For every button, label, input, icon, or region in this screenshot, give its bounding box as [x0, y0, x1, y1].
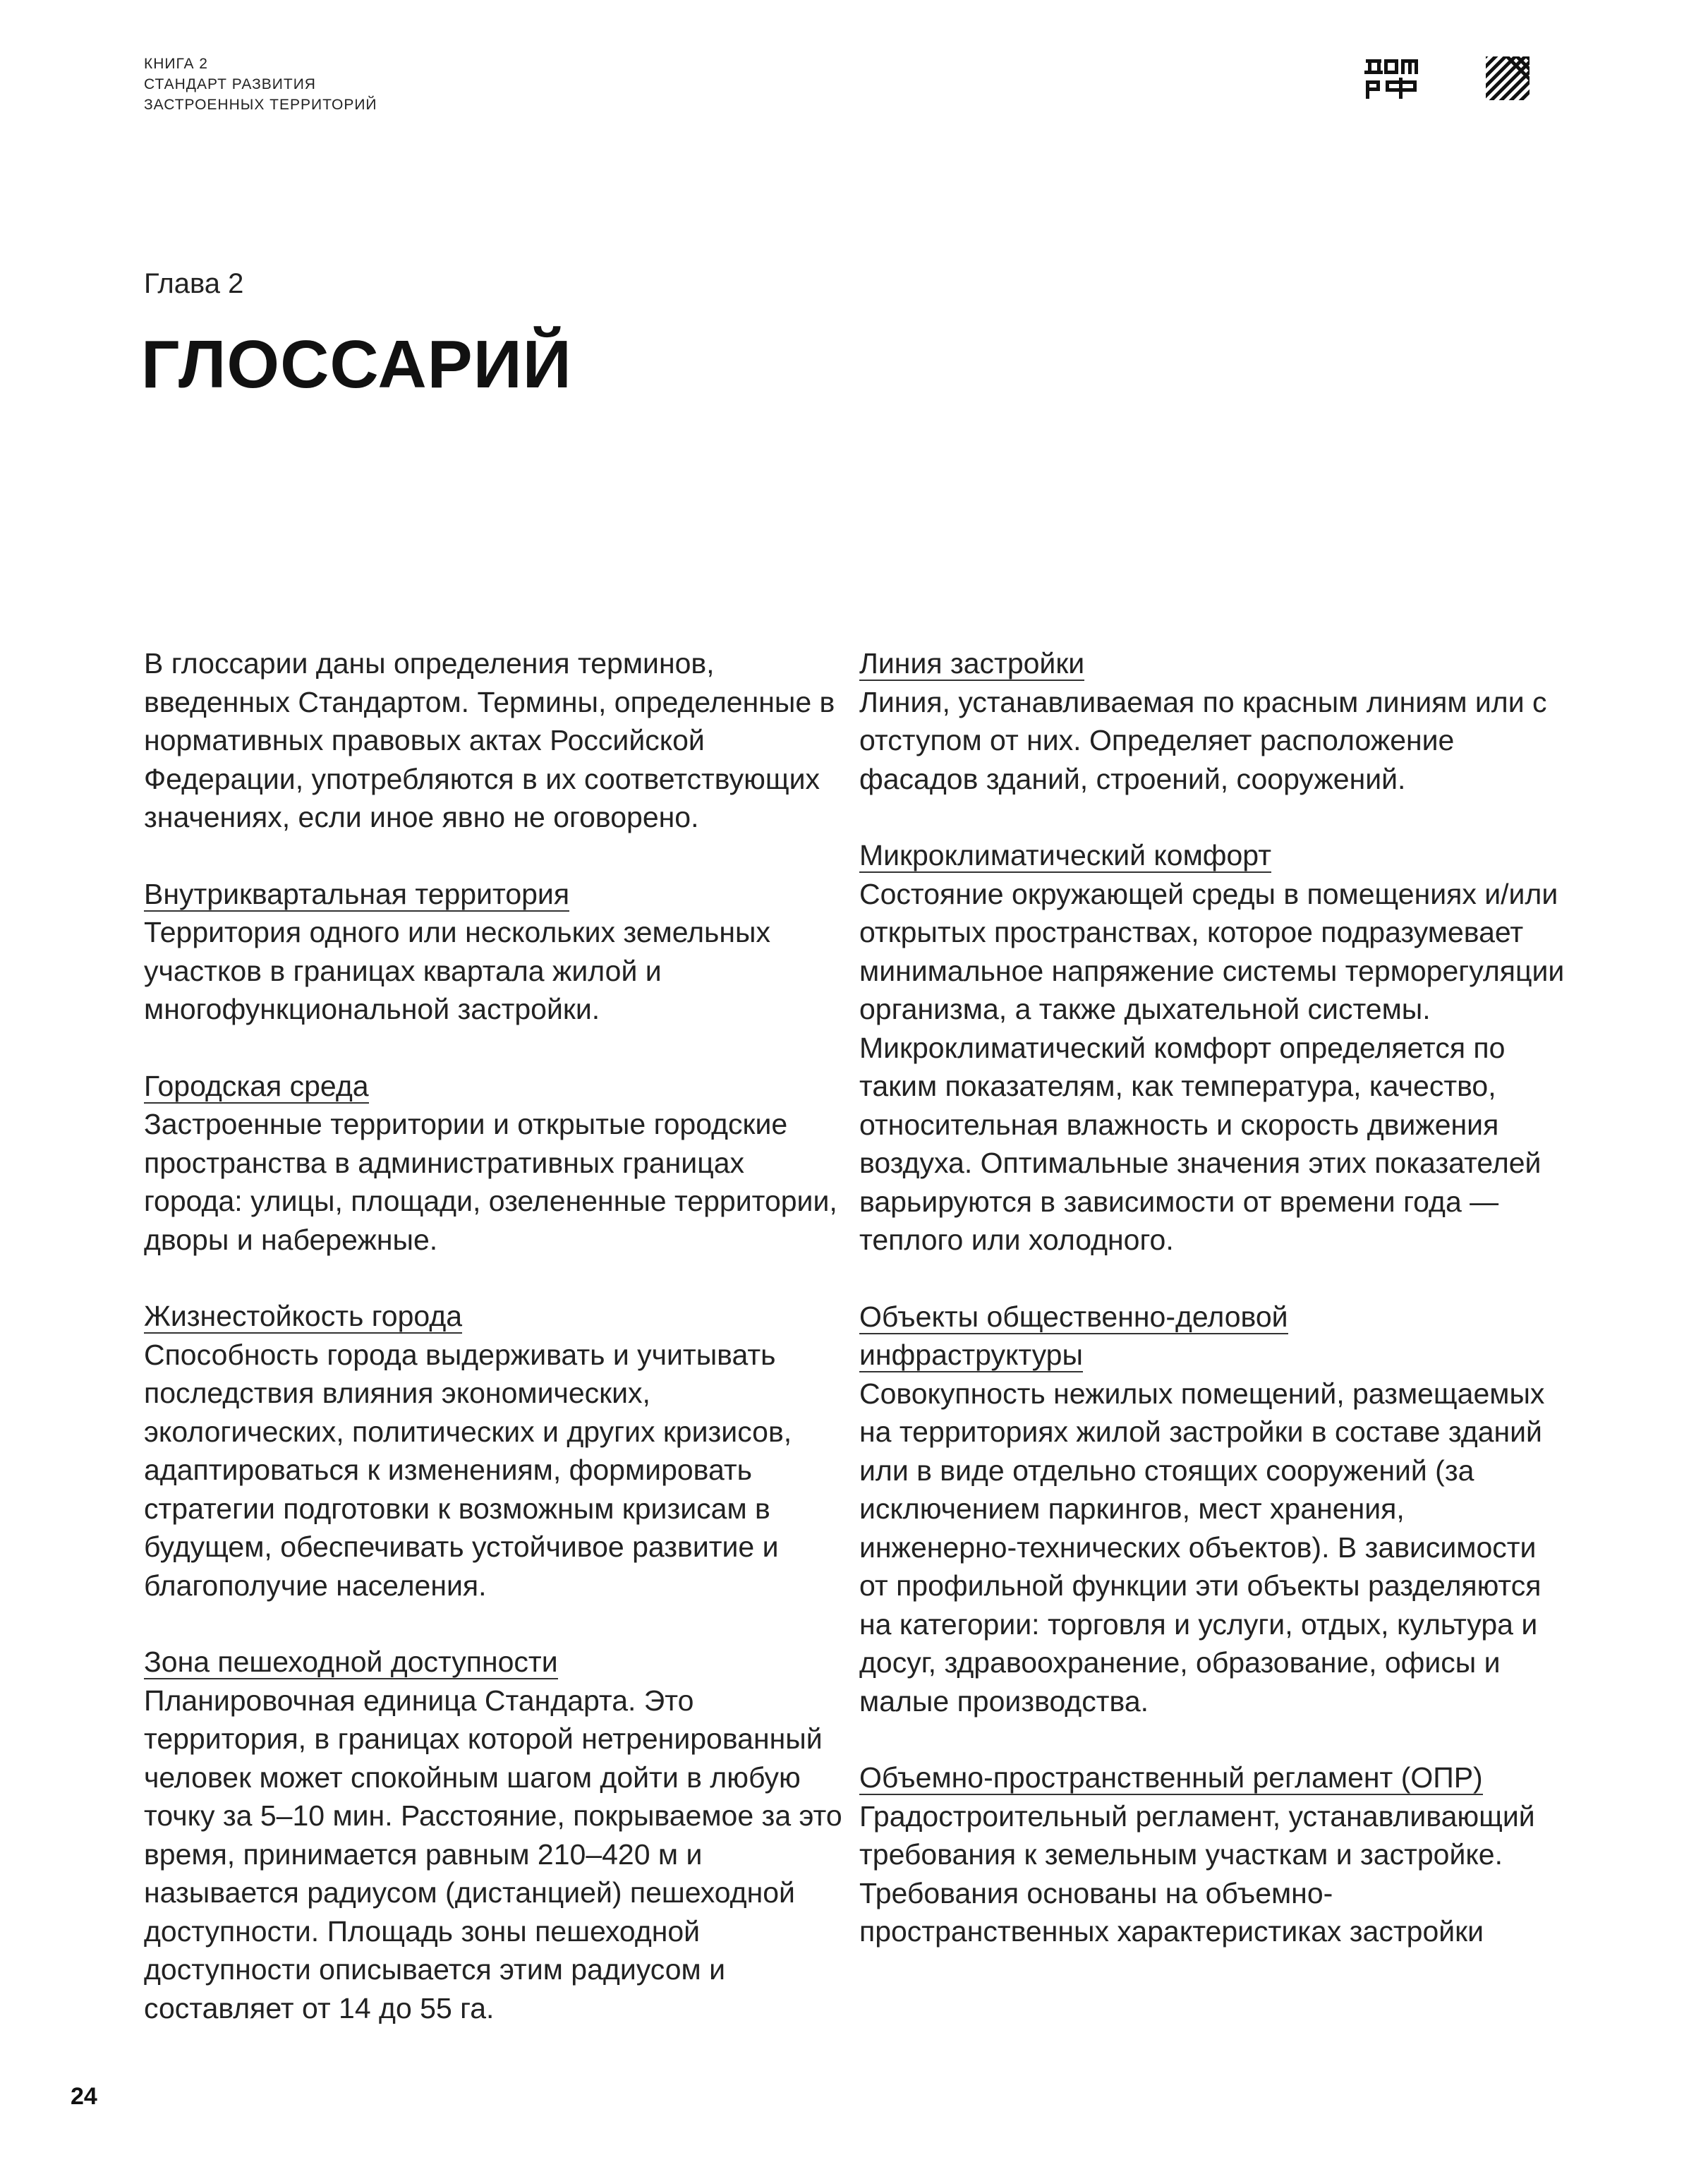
- glossary-term: Линия застройки: [859, 647, 1085, 680]
- glossary-term: Внутриквартальная территория: [144, 877, 570, 910]
- glossary-entry: [859, 836, 1565, 1260]
- left-column: [144, 644, 849, 2027]
- glossary-definition: Градостроительный регламент, устанавливающий требования к земельным участкам и застройке. Требования основаны на объемно-пространственных характеристиках застройки: [859, 1799, 1535, 1948]
- glossary-definition: Планировочная единица Стандарта. Это территория, в границах которой нетренированный человек может спокойным шагом дойти в любую точку за 5–10 мин. Расстояние, покрываемое за это время, принимается равным 210–420 м и называется радиусом (дистанцией) пешеходной доступности. Площадь зоны пешеходной доступности описывается этим радиусом и составляет от 14 до 55 га.: [144, 1684, 842, 2024]
- chapter-label: Глава 2: [144, 268, 244, 299]
- header-line-1: КНИГА 2: [144, 56, 208, 72]
- intro-paragraph: В глоссарии даны определения терминов, введенных Стандартом. Термины, определенные в нормативных правовых актах Российской Федерации, употребляются в их соответствующих значениях, если иное явно не оговорено.: [144, 647, 835, 833]
- glossary-term: Микроклиматический комфорт: [859, 839, 1271, 871]
- glossary-term: Объемно-пространственный регламент (ОПР): [859, 1761, 1483, 1794]
- page-title: ГЛОССАРИЙ: [141, 327, 572, 402]
- header-line-2: СТАНДАРТ РАЗВИТИЯ: [144, 76, 316, 92]
- glossary-term: инфраструктуры: [859, 1339, 1083, 1371]
- book-header: [144, 54, 377, 115]
- glossary-entry: [859, 1298, 1565, 1721]
- glossary-entry: [144, 1067, 849, 1260]
- glossary-entry: [859, 644, 1565, 798]
- glossary-entry: [144, 1297, 849, 1605]
- glossary-term: Жизнестойкость города: [144, 1300, 463, 1332]
- dom-rf-logo: [1364, 56, 1419, 100]
- glossary-term-line-1: [859, 1298, 1565, 1336]
- glossary-entry: [144, 875, 849, 1029]
- page-number: 24: [71, 2083, 97, 2110]
- glossary-definition: Совокупность нежилых помещений, размещаемых на территориях жилой застройки в составе зданий или в виде отдельно стоящих сооружений (за исключением паркингов, мест хранения, инженерно-технических объектов). В зависимости от профильной функции эти объекты разделяются на категории: торговля и услуги, отдых, культура и досуг, здравоохранение, образование, офисы и малые производства.: [859, 1377, 1545, 1718]
- glossary-definition: Способность города выдерживать и учитывать последствия влияния экономических, экологических, политических и других кризисов, адаптироваться к изменениям, формировать стратегии подготовки к возможным кризисам в будущем, обеспечивать устойчивое развитие и благополучие населения.: [144, 1338, 792, 1602]
- glossary-term: Зона пешеходной доступности: [144, 1646, 558, 1678]
- right-column: [859, 644, 1565, 1951]
- glossary-entry: [144, 1643, 849, 2027]
- glossary-term-line-2: [859, 1336, 1565, 1375]
- glossary-term: Объекты общественно-деловой: [859, 1300, 1288, 1333]
- glossary-definition: Застроенные территории и открытые городские пространства в административных границах города: улицы, площади, озелененные территории, дворы и набережные.: [144, 1108, 837, 1256]
- glossary-definition: Территория одного или нескольких земельных участков в границах квартала жилой и многофункциональной застройки.: [144, 916, 771, 1025]
- glossary-term: Городская среда: [144, 1069, 369, 1102]
- glossary-definition: Состояние окружающей среды в помещениях и/или открытых пространствах, которое подразумевает минимальное напряжение системы терморегуляции организма, а также дыхательной системы. Микроклиматический комфорт определяется по таким показателям, как температура, качество, относительная влажность и скорость движения воздуха. Оптимальные значения этих показателей варьируются в зависимости от времени года — теплого или холодного.: [859, 877, 1565, 1256]
- glossary-definition: Линия, устанавливаемая по красным линиям или с отступом от них. Определяет расположение фасадов зданий, строений, сооружений.: [859, 685, 1547, 795]
- header-line-3: ЗАСТРОЕННЫХ ТЕРРИТОРИЙ: [144, 97, 377, 113]
- hatched-square-logo: [1486, 56, 1530, 100]
- glossary-entry: [859, 1758, 1565, 1951]
